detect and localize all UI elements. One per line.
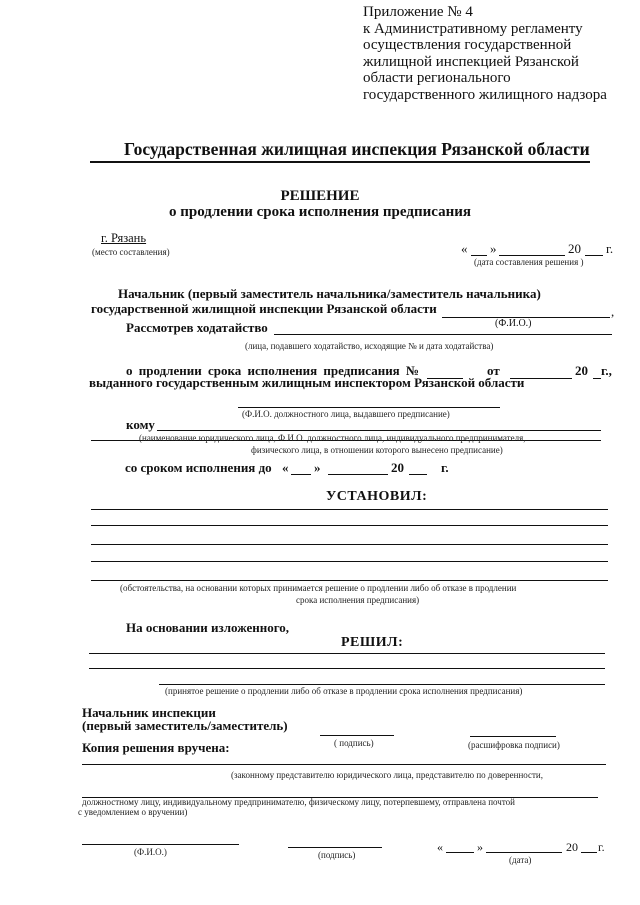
deadline-quote-close: » xyxy=(314,460,321,475)
footer-sign-caption: (подпись) xyxy=(318,850,356,860)
date-quote-close: » xyxy=(490,241,497,256)
date-year-suffix: г. xyxy=(606,241,614,256)
prescription-year-suffix: г., xyxy=(601,363,612,378)
established-field-4[interactable] xyxy=(91,561,608,562)
footer-day-field[interactable] xyxy=(446,852,474,853)
appendix-line: жилищной инспекцией Рязанской xyxy=(363,53,579,70)
chief-comma: , xyxy=(611,304,615,319)
signature-decode-field[interactable] xyxy=(470,736,556,737)
footer-year-field[interactable] xyxy=(581,852,597,853)
appendix-line: к Административному регламенту xyxy=(363,20,583,37)
appendix-block xyxy=(363,4,607,103)
appendix-line: осуществления государственной xyxy=(363,37,572,53)
footer-year-suffix: г. xyxy=(598,840,605,854)
decided-heading: РЕШИЛ: xyxy=(341,635,404,650)
established-field-1[interactable] xyxy=(91,509,608,510)
date-caption: (дата составления решения ) xyxy=(474,257,584,267)
copy-field-1[interactable] xyxy=(82,764,606,765)
org-title: Государственная жилищная инспекция Рязанской области xyxy=(124,139,590,159)
footer-quote-close: » xyxy=(477,840,483,854)
appendix-line: Приложение № 4 xyxy=(363,4,473,20)
petition-label: Рассмотрев ходатайство xyxy=(126,320,268,335)
copy-caption-2: должностному лицу, индивидуальному предпринимателю, физическому лицу, потерпевшему, отправлена почтой xyxy=(82,797,515,807)
footer-fio-caption: (Ф.И.О.) xyxy=(134,847,167,857)
whom-caption-2: физического лица, в отношении которого вынесено предписание) xyxy=(251,445,503,455)
prescription-year-prefix: 20 xyxy=(575,363,588,378)
signer-line-2: (первый заместитель/заместитель) xyxy=(82,718,288,733)
appendix-line: области регионального xyxy=(363,70,511,86)
date-quote-open: « xyxy=(461,241,468,256)
deadline-day-field[interactable] xyxy=(291,474,311,475)
footer-quote-open: « xyxy=(437,840,443,854)
prescription-line-1: о продлении срока исполнения предписания № xyxy=(126,363,420,378)
footer-year-prefix: 20 xyxy=(566,840,578,854)
copy-label: Копия решения вручена: xyxy=(82,740,230,755)
inspector-field[interactable] xyxy=(238,407,500,408)
chief-fio-caption: (Ф.И.О.) xyxy=(495,318,532,329)
whom-caption-1: (наименование юридического лица, Ф.И.О. должностного лица, индивидуального предпринимателя, xyxy=(139,433,526,443)
established-caption-2: срока исполнения предписания) xyxy=(296,595,420,605)
decided-field-2[interactable] xyxy=(89,668,605,669)
signer-line-1: Начальник инспекции xyxy=(82,705,216,720)
petition-caption: (лица, подавшего ходатайство, исходящие № и дата ходатайства) xyxy=(245,341,494,351)
established-heading: УСТАНОВИЛ: xyxy=(326,489,428,504)
prescription-year-field[interactable] xyxy=(593,378,601,379)
deadline-month-field[interactable] xyxy=(328,474,388,475)
established-field-3[interactable] xyxy=(91,544,608,545)
whom-field-1[interactable] xyxy=(157,430,601,431)
copy-caption-3: с уведомлением о вручении) xyxy=(78,807,188,817)
basis-text: На основании изложенного, xyxy=(126,620,290,635)
established-caption-1: (обстоятельства, на основании которых принимается решение о продлении либо об отказе в продлении xyxy=(120,583,517,593)
deadline-year-field[interactable] xyxy=(409,474,427,475)
doc-subtitle: о продлении срока исполнения предписания xyxy=(169,204,471,220)
footer-date-caption: (дата) xyxy=(509,855,532,865)
established-field-5[interactable] xyxy=(91,580,608,581)
established-field-2[interactable] xyxy=(91,525,608,526)
signature-decode-caption: (расшифровка подписи) xyxy=(468,740,560,750)
copy-caption-1: (законному представителю юридического лица, представителю по доверенности, xyxy=(231,770,544,780)
place-caption: (место составления) xyxy=(92,247,170,257)
title-underline xyxy=(90,161,590,163)
appendix-line: государственного жилищного надзора xyxy=(363,86,607,103)
doc-title: РЕШЕНИЕ xyxy=(280,188,360,204)
inspector-caption: (Ф.И.О. должностного лица, выдавшего предписание) xyxy=(242,409,450,419)
decided-field-1[interactable] xyxy=(89,653,605,654)
petition-field[interactable] xyxy=(274,334,612,335)
prescription-line-2: выданного государственным жилищным инспектором Рязанской области xyxy=(89,375,525,390)
whom-label: кому xyxy=(126,417,155,432)
decided-field-3[interactable] xyxy=(159,684,605,685)
deadline-quote-open: « xyxy=(282,460,289,475)
date-month-field[interactable] xyxy=(499,255,565,256)
footer-month-field[interactable] xyxy=(486,852,562,853)
date-year-prefix: 20 xyxy=(568,241,581,256)
date-day-field[interactable] xyxy=(471,255,487,256)
prescription-from: от xyxy=(487,363,500,378)
deadline-year-prefix: 20 xyxy=(391,460,404,475)
chief-line-2: государственной жилищной инспекции Рязанской области xyxy=(91,301,437,316)
signature-field[interactable] xyxy=(320,735,394,736)
place-value: г. Рязань xyxy=(101,231,147,245)
footer-sign-field[interactable] xyxy=(288,847,382,848)
deadline-year-suffix: г. xyxy=(441,460,449,475)
decided-caption: (принятое решение о продлении либо об отказе в продлении срока исполнения предписания) xyxy=(165,686,523,696)
signature-caption: ( подпись) xyxy=(334,738,374,748)
date-year-field[interactable] xyxy=(585,255,603,256)
deadline-label: со сроком исполнения до xyxy=(125,460,272,475)
footer-fio-field[interactable] xyxy=(82,844,239,845)
chief-line-1: Начальник (первый заместитель начальника/заместитель начальника) xyxy=(118,286,541,301)
